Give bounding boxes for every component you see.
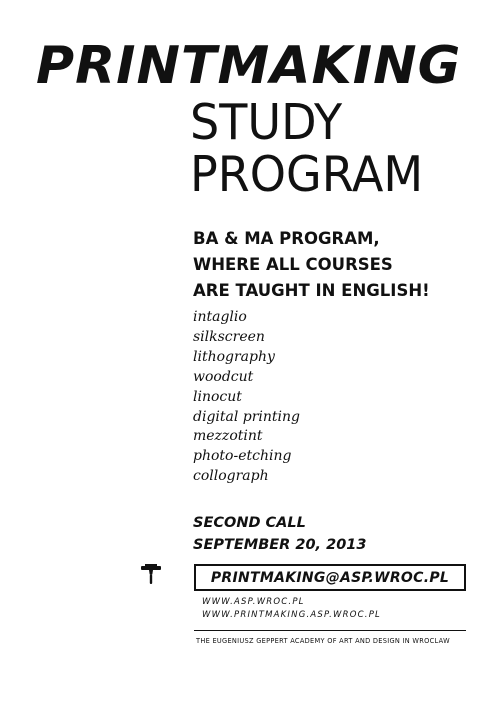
technique-item: silkscreen	[193, 328, 265, 345]
technique-item: photo-etching	[193, 448, 292, 465]
headline-line: BA & MA PROGRAM,	[193, 229, 380, 248]
technique-item: collograph	[193, 468, 269, 485]
technique-item: lithography	[193, 348, 275, 365]
poster-title: PRINTMAKING	[36, 36, 462, 96]
headline-line: ARE TAUGHT IN ENGLISH!	[193, 281, 430, 300]
techniques-list	[193, 308, 300, 487]
technique-item: woodcut	[193, 368, 254, 385]
call-line: SECOND CALL	[193, 515, 306, 531]
footer-divider	[194, 630, 466, 631]
technique-item: digital printing	[193, 408, 301, 425]
headline-line: WHERE ALL COURSES	[193, 255, 393, 274]
technique-item: mezzotint	[193, 428, 263, 445]
poster-subtitle-line2: PROGRAM	[190, 146, 424, 203]
website-links	[202, 596, 381, 622]
technique-item: linocut	[193, 388, 242, 405]
technique-item: intaglio	[193, 309, 247, 325]
email-link[interactable]: PRINTMAKING@ASP.WROC.PL	[210, 569, 450, 586]
poster-subtitle-line1: STUDY	[190, 94, 343, 151]
call-info	[193, 512, 366, 556]
call-date: SEPTEMBER 20, 2013	[193, 537, 367, 553]
printmaking-roller-icon	[138, 561, 164, 587]
website-link[interactable]: WWW.ASP.WROC.PL	[202, 597, 305, 607]
program-headline	[193, 226, 430, 304]
academy-name: THE EUGENIUSZ GEPPERT ACADEMY OF ART AND DESIGN IN WROCLAW	[196, 637, 450, 645]
website-link[interactable]: WWW.PRINTMAKING.ASP.WROC.PL	[202, 610, 381, 620]
email-box[interactable]	[194, 564, 466, 591]
